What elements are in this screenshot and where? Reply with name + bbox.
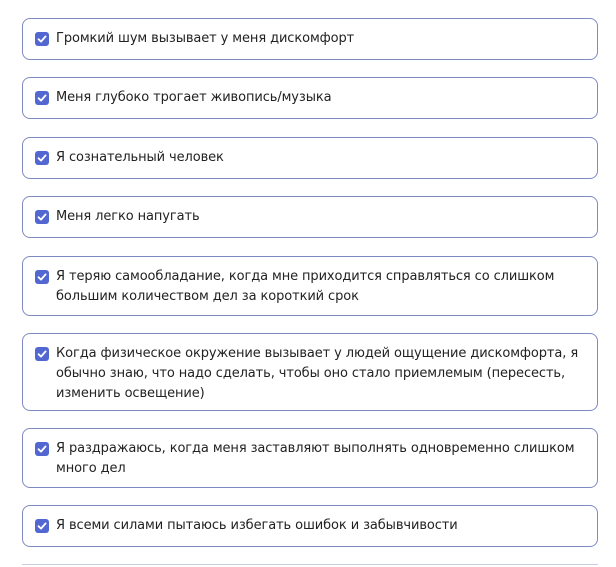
checkbox-option[interactable]	[22, 137, 598, 179]
checkbox-option[interactable]	[22, 77, 598, 119]
checkbox-label: Когда физическое окружение вызывает у людей ощущение дискомфорта, я обычно знаю, что надо сделать, чтобы оно стало приемлемым (пересесть, изменить освещение)	[56, 346, 579, 401]
checkbox-option[interactable]	[22, 428, 598, 488]
checkbox-checked-icon[interactable]	[35, 210, 49, 224]
checkbox-option[interactable]	[22, 18, 598, 60]
checkbox-label: Я раздражаюсь, когда меня заставляют выполнять одновременно слишком много дел	[56, 441, 575, 476]
checkbox-label: Меня глубоко трогает живопись/музыка	[56, 90, 332, 105]
checkbox-option[interactable]	[22, 196, 598, 238]
checkbox-label: Я теряю самообладание, когда мне приходится справляться со слишком большим количеством дел за короткий срок	[56, 269, 555, 304]
checkbox-label: Громкий шум вызывает у меня дискомфорт	[56, 31, 355, 46]
checkbox-checked-icon[interactable]	[35, 151, 49, 165]
checkbox-label: Я сознательный человек	[56, 150, 224, 165]
checkbox-checked-icon[interactable]	[35, 91, 49, 105]
checkbox-option[interactable]	[22, 505, 598, 547]
checkbox-label: Меня легко напугать	[56, 209, 200, 224]
checkbox-checked-icon[interactable]	[35, 32, 49, 46]
checkbox-checked-icon[interactable]	[35, 347, 49, 361]
checkbox-checked-icon[interactable]	[35, 519, 49, 533]
checkbox-option[interactable]	[22, 256, 598, 316]
checkbox-checked-icon[interactable]	[35, 270, 49, 284]
checkbox-checked-icon[interactable]	[35, 442, 49, 456]
checkbox-option[interactable]	[22, 333, 598, 411]
checkbox-label: Я всеми силами пытаюсь избегать ошибок и забывчивости	[56, 518, 458, 533]
